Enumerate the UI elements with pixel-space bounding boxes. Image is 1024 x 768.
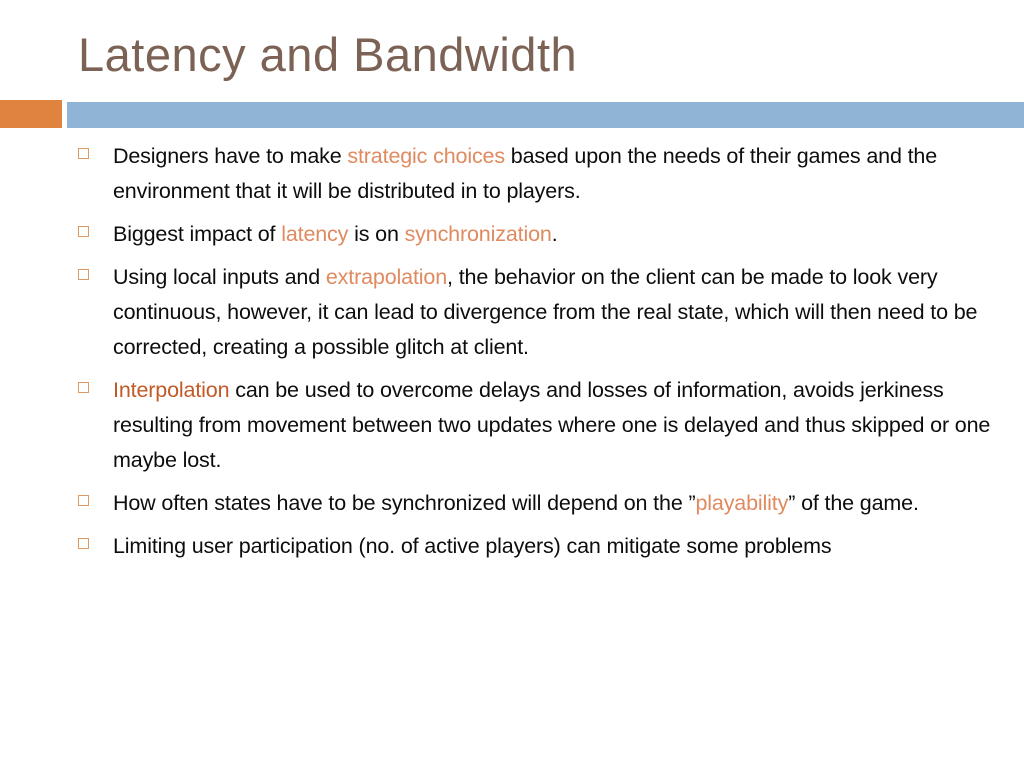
bullet-list xyxy=(70,139,990,572)
list-item xyxy=(70,373,990,478)
hollow-square-bullet-icon xyxy=(78,495,89,506)
bullet-text-segment: , the behavior on the client can be made to look very continuous, however, it can lead to divergence from the real state, which will then need to be corrected, creating a possible glitch at client. xyxy=(113,265,978,359)
hollow-square-bullet-icon xyxy=(78,538,89,549)
title-accent-orange-block xyxy=(0,100,62,128)
bullet-text-segment: ” of the game. xyxy=(788,491,919,515)
bullet-highlight-playability: playability xyxy=(695,491,789,515)
bullet-highlight-interpolation: Interpolation xyxy=(113,378,230,402)
bullet-text-segment: can be used to overcome delays and losses of information, avoids jerkiness resulting from movement between two updates where one is delayed and thus skipped or one maybe lost. xyxy=(113,378,991,472)
list-item xyxy=(70,529,990,564)
bullet-extrapolation xyxy=(113,260,995,365)
list-item xyxy=(70,486,990,521)
title-accent-blue-bar xyxy=(67,102,1024,128)
bullet-text-segment: . xyxy=(551,222,558,246)
bullet-text-segment: How often states have to be synchronized will depend on the ” xyxy=(113,491,696,515)
bullet-text-segment: Using local inputs and xyxy=(113,265,326,289)
bullet-highlight-extrapolation: extrapolation xyxy=(325,265,448,289)
hollow-square-bullet-icon xyxy=(78,382,89,393)
hollow-square-bullet-icon xyxy=(78,226,89,237)
hollow-square-bullet-icon xyxy=(78,269,89,280)
hollow-square-bullet-icon xyxy=(78,148,89,159)
bullet-limiting-users xyxy=(113,529,928,564)
bullet-text-segment: based upon the needs of their games and the environment that it will be distributed in to players. xyxy=(113,144,938,203)
list-item xyxy=(70,260,990,365)
page-title: Latency and Bandwidth xyxy=(78,28,578,81)
bullet-text-segment: Biggest impact of xyxy=(113,222,282,246)
bullet-highlight-latency: latency xyxy=(281,222,349,246)
bullet-strategic-choices xyxy=(113,139,975,209)
list-item xyxy=(70,217,990,252)
bullet-highlight-strategic-choices: strategic choices xyxy=(347,144,505,168)
list-item xyxy=(70,139,990,209)
bullet-interpolation xyxy=(113,373,1001,478)
bullet-latency-impact xyxy=(113,217,993,252)
bullet-text-segment: Designers have to make xyxy=(113,144,348,168)
bullet-highlight-synchronization: synchronization xyxy=(404,222,552,246)
bullet-text-segment: is on xyxy=(348,222,405,246)
bullet-text-segment: Limiting user participation (no. of active players) can mitigate some problems xyxy=(113,534,832,558)
bullet-playability xyxy=(113,486,1008,521)
